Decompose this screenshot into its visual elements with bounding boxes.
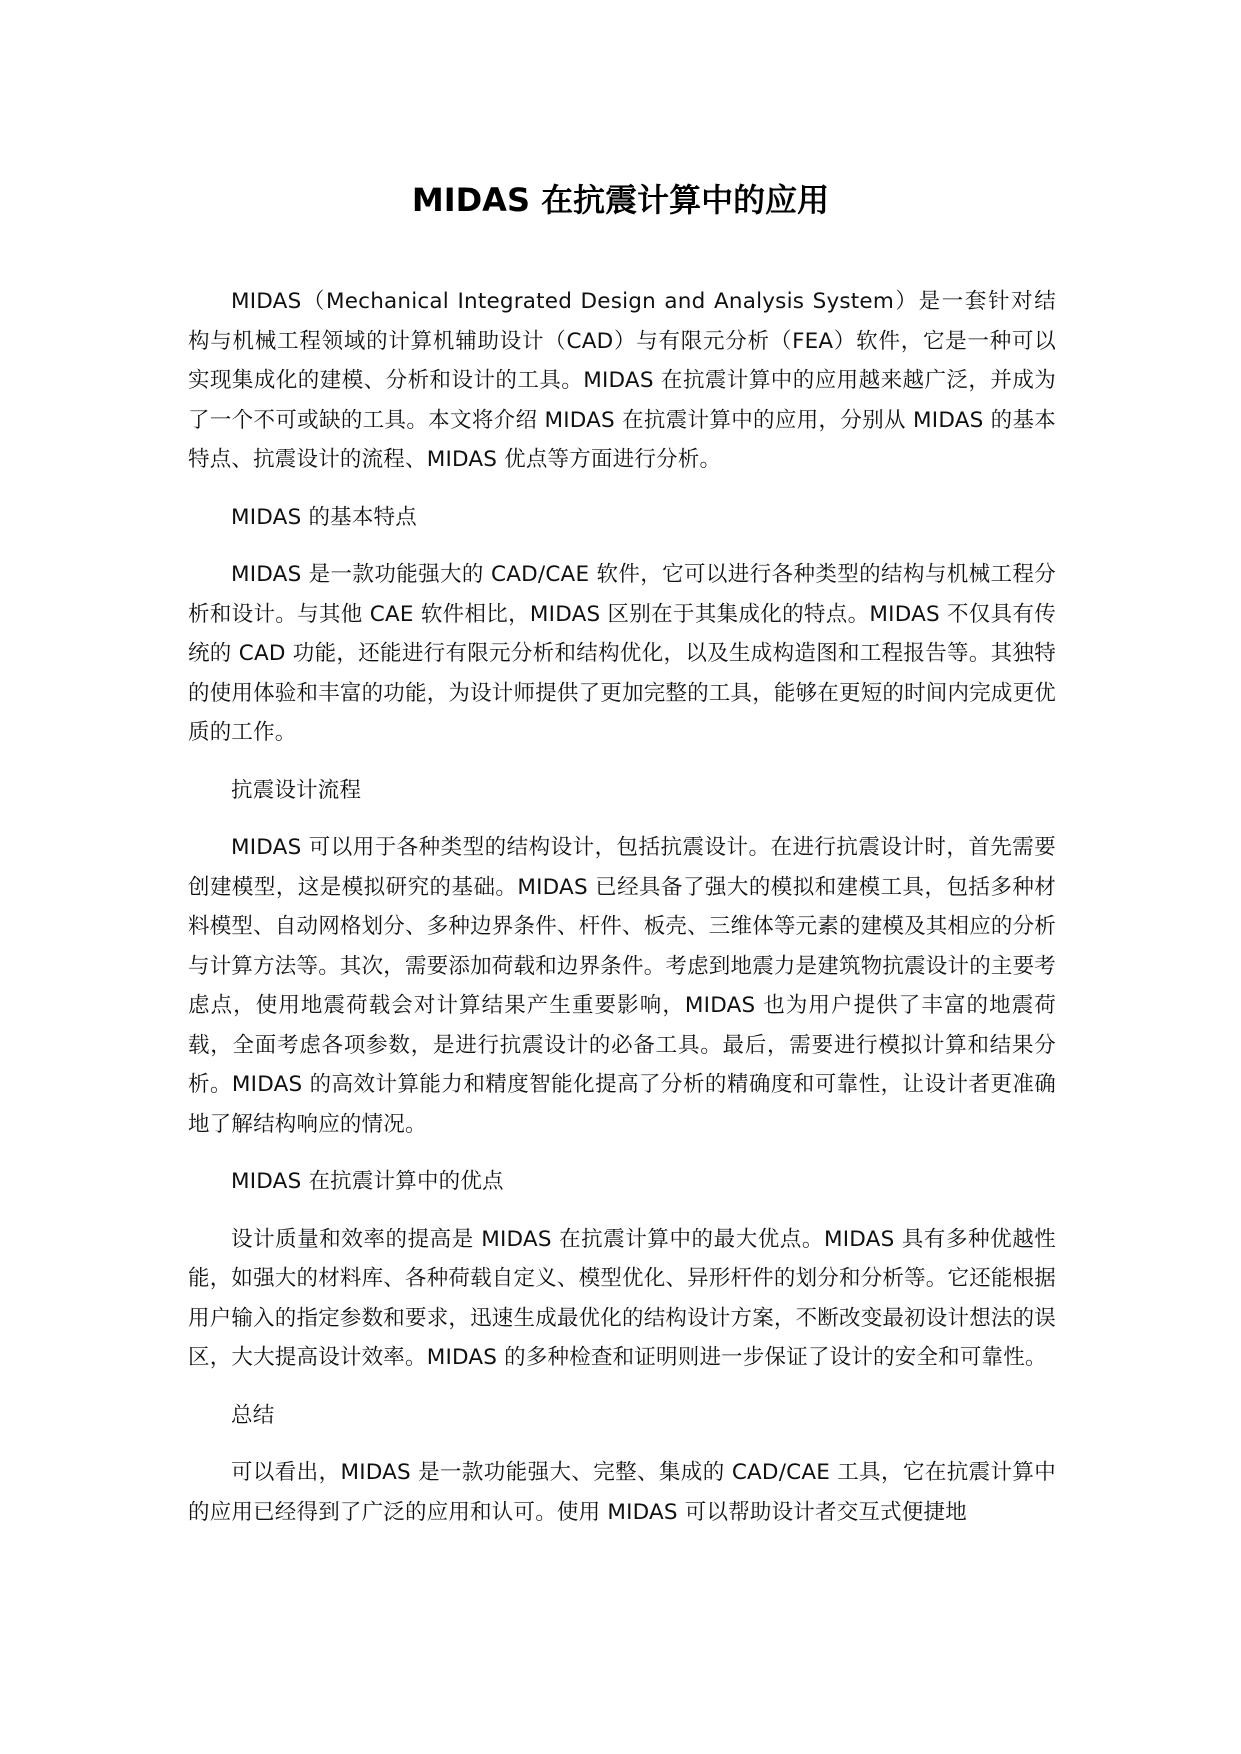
- basic-features-paragraph: MIDAS 是一款功能强大的 CAD/CAE 软件，它可以进行各种类型的结构与机械工程分析和设计。与其他 CAE 软件相比，MIDAS 区别在于其集成化的特点。MIDAS 不仅具有传统的 CAD 功能，还能进行有限元分析和结构优化，以及生成构造图和工程报告等。其独特的使用体验和丰富的功能，为设计师提供了更加完整的工具，能够在更短的时间内完成更优质的工作。: [188, 562, 1057, 745]
- section-heading-advantages: MIDAS 在抗震计算中的优点: [231, 1169, 504, 1194]
- advantages-paragraph: 设计质量和效率的提高是 MIDAS 在抗震计算中的最大优点。MIDAS 具有多种优越性能，如强大的材料库、各种荷载自定义、模型优化、异形杆件的划分和分析等。它还能根据用户输入的指定参数和要求，迅速生成最优化的结构设计方案，不断改变最初设计想法的误区，大大提高设计效率。MIDAS 的多种检查和证明则进一步保证了设计的安全和可靠性。: [188, 1226, 1057, 1370]
- intro-paragraph: MIDAS（Mechanical Integrated Design and Analysis System）是一套针对结构与机械工程领域的计算机辅助设计（CAD）与有限元分析（FEA）软件，它是一种可以实现集成化的建模、分析和设计的工具。MIDAS 在抗震计算中的应用越来越广泛，并成为了一个不可或缺的工具。本文将介绍 MIDAS 在抗震计算中的应用，分别从 MIDAS 的基本特点、抗震设计的流程、MIDAS 优点等方面进行分析。: [188, 289, 1056, 472]
- section-heading-basic-features: MIDAS 的基本特点: [231, 504, 417, 530]
- section-heading-summary: 总结: [231, 1402, 275, 1428]
- design-process-paragraph: MIDAS 可以用于各种类型的结构设计，包括抗震设计。在进行抗震设计时，首先需要创建模型，这是模拟研究的基础。MIDAS 已经具备了强大的模拟和建模工具，包括多种材料模型、自动网格划分、多种边界条件、杆件、板壳、三维体等元素的建模及其相应的分析与计算方法等。其次，需要添加荷载和边界条件。考虑到地震力是建筑物抗震设计的主要考虑点，使用地震荷载会对计算结果产生重要影响，MIDAS 也为用户提供了丰富的地震荷载，全面考虑各项参数，是进行抗震设计的必备工具。最后，需要进行模拟计算和结果分析。MIDAS 的高效计算能力和精度智能化提高了分析的精确度和可靠性，让设计者更准确地了解结构响应的情况。: [188, 835, 1057, 1137]
- document-body: [188, 282, 1056, 1550]
- summary-paragraph: 可以看出，MIDAS 是一款功能强大、完整、集成的 CAD/CAE 工具，它在抗震计算中的应用已经得到了广泛的应用和认可。使用 MIDAS 可以帮助设计者交互式便捷地: [188, 1460, 1056, 1525]
- section-heading-design-process: 抗震设计流程: [231, 777, 362, 803]
- document-title: MIDAS 在抗震计算中的应用: [411, 181, 830, 219]
